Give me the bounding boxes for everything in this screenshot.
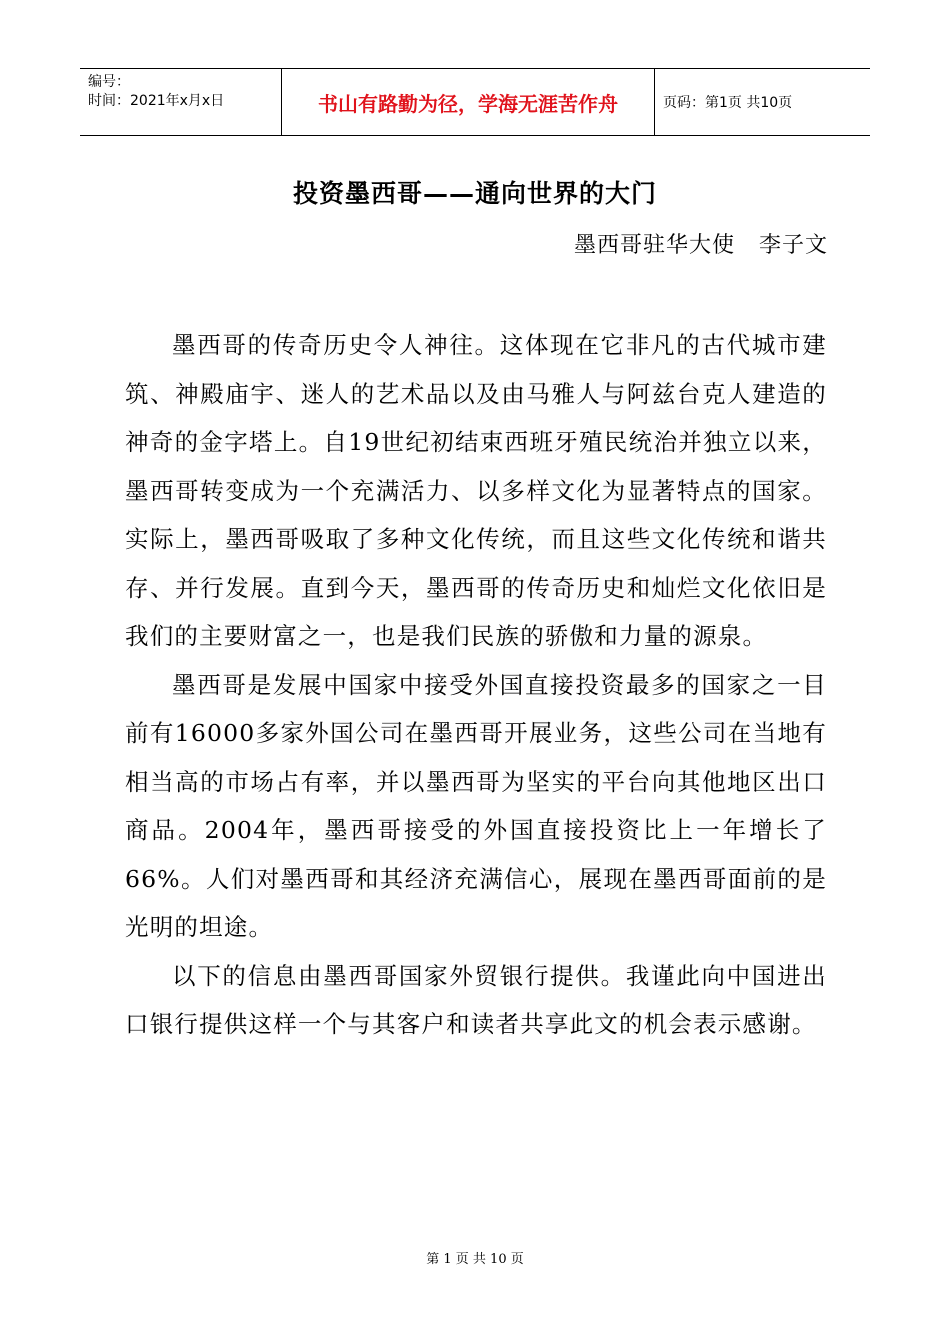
page-info: 页码：第1页 共10页: [663, 95, 793, 111]
header-motto-cell: [281, 69, 655, 135]
document-header: [80, 68, 870, 136]
header-meta-cell: [80, 69, 281, 135]
time-label: 时间：2021年x月x日: [88, 93, 225, 109]
paragraph: 墨西哥是发展中国家中接受外国直接投资最多的国家之一目前有16000多家外国公司在墨西哥开展业务，这些公司在当地有相当高的市场占有率，并以墨西哥为坚实的平台向其他地区出口商品。2004年，墨西哥接受的外国直接投资比上一年增长了66%。人们对墨西哥和其经济充满信心，展现在墨西哥面前的是光明的坦途。: [125, 670, 827, 941]
document-title: 投资墨西哥——通向世界的大门: [292, 179, 657, 208]
page-footer: 第 1 页 共 10 页: [426, 1252, 524, 1267]
number-label: 编号：: [88, 74, 130, 90]
paragraph: 墨西哥的传奇历史令人神往。这体现在它非凡的古代城市建筑、神殿庙宇、迷人的艺术品以及由马雅人与阿兹台克人建造的神奇的金字塔上。自19世纪初结束西班牙殖民统治并独立以来，墨西哥转变成为一个充满活力、以多样文化为显著特点的国家。实际上，墨西哥吸取了多种文化传统，而且这些文化传统和谐共存、并行发展。直到今天，墨西哥的传奇历史和灿烂文化依旧是我们的主要财富之一，也是我们民族的骄傲和力量的源泉。: [125, 331, 827, 650]
motto-text: 书山有路勤为径，学海无涯苦作舟: [318, 91, 618, 116]
document-body: [125, 321, 827, 1049]
header-page-cell: [655, 69, 870, 135]
document-author: 墨西哥驻华大使 李子文: [574, 233, 828, 258]
paragraph: 以下的信息由墨西哥国家外贸银行提供。我谨此向中国进出口银行提供这样一个与其客户和读者共享此文的机会表示感谢。: [125, 961, 827, 1038]
